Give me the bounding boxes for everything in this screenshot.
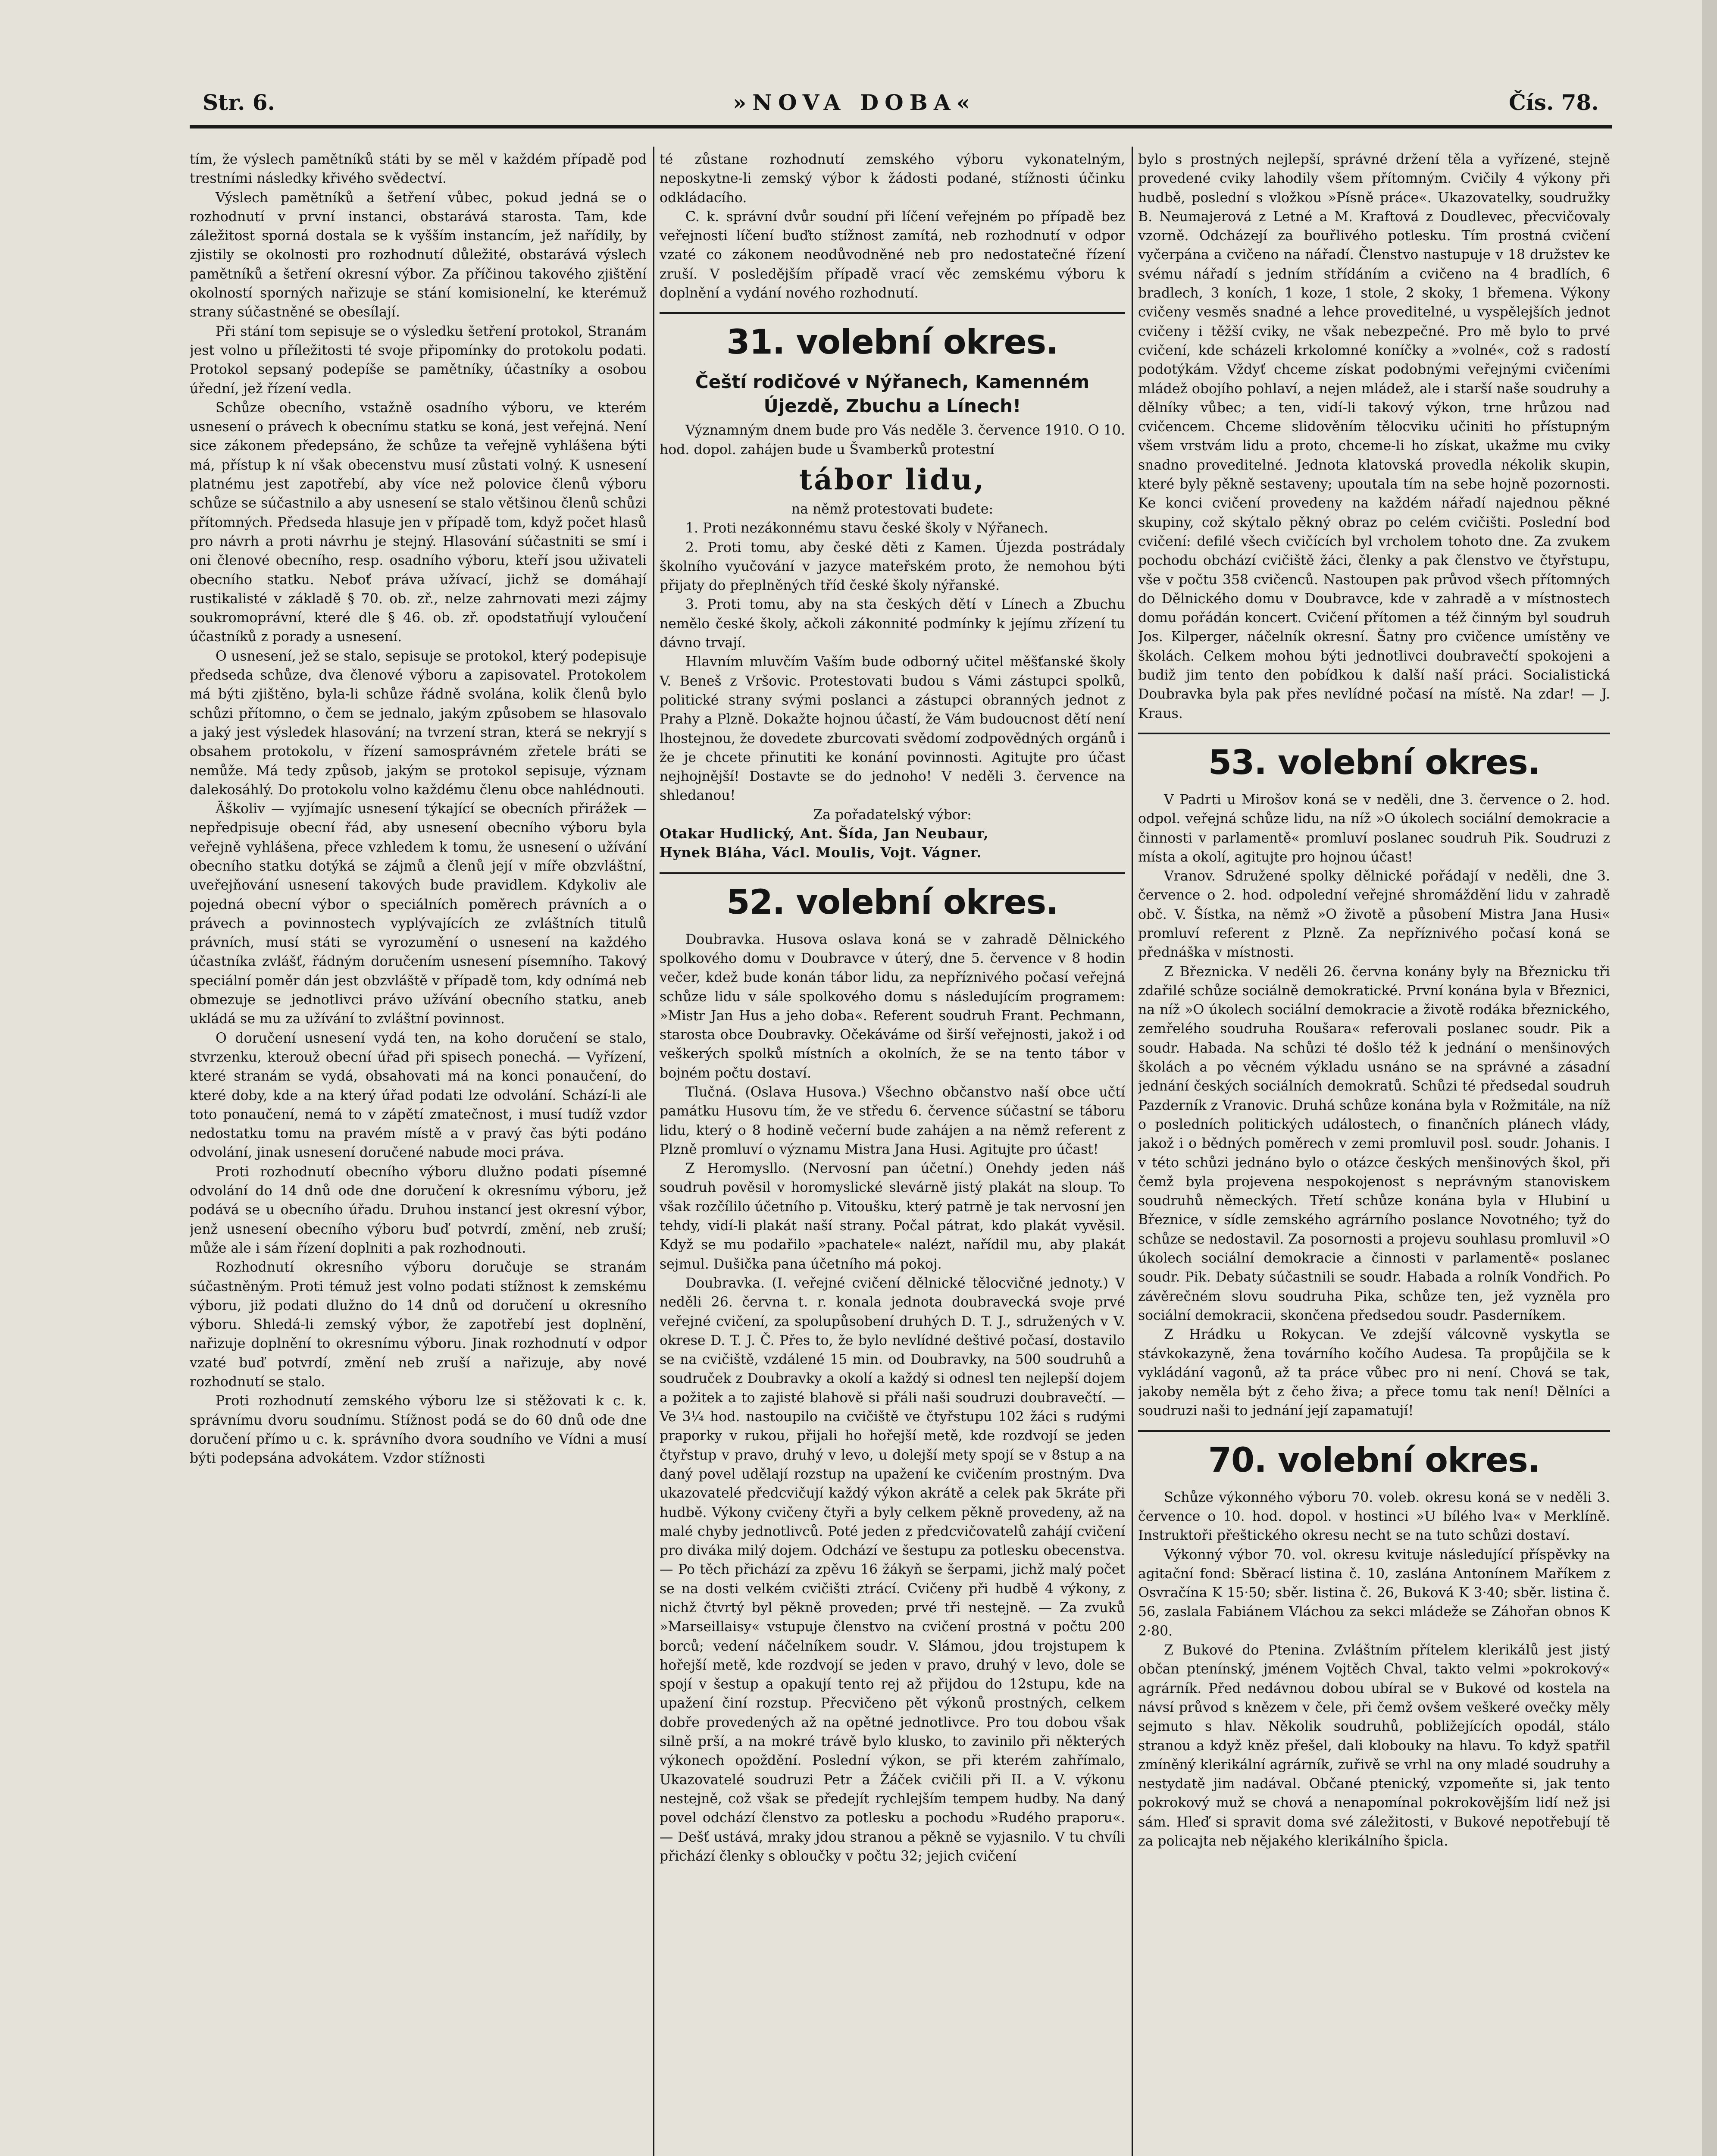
signature-line: Otakar Hudlický, Ant. Šída, Jan Neubaur, xyxy=(660,826,989,842)
section-rule xyxy=(1138,1430,1610,1432)
article-paragraph: Hlavním mluvčím Vaším bude odborný učitel měšťanské školy V. Beneš z Vršovic. Protestovati budou s Vámi zástupci spolků, politické strany svými poslanci a zástupci obranných jednot z Prahy a Plzně. Dokažte hojnou účastí, že Vám budoucnost dětí není lhostejnou, že dovedete zburcovati svědomí zodpovědných orgánů i že je chcete přinutiti ke konání povinnosti. Agitujte pro účast nejhojnější! Dostavte se do jednoho! V neděli 3. července na shledanou! xyxy=(660,654,1125,804)
article-paragraph: Za pořadatelský výbor: xyxy=(813,807,972,823)
column-divider xyxy=(1132,147,1133,2156)
article-paragraph: Proti rozhodnutí obecního výboru dlužno podati písemné odvolání do 14 dnů ode dne doručení k okresnímu výboru, jež podává se u obecního úřadu. Druhou instancí jest okresní výbor, jenž usnesení obecního výboru buď potvrdí, změní, neb zruší; může ale i sám řízení doplniti a pak rozhodnouti. xyxy=(190,1164,647,1256)
signature-line: Hynek Bláha, Václ. Moulis, Vojt. Vágner. xyxy=(660,845,982,861)
article-paragraph: na němž protestovati budete: xyxy=(791,501,994,517)
article-paragraph: Z Bukové do Ptenina. Zvláštním přítelem klerikálů jest jistý občan ptenínský, jménem Vojtěch Chval, takto velmi »pokrokový« agrárník. Před nedávnou dobou ubíral se v Bukové od kostela na návsí průvod s knězem v čele, při čemž ovšem veškeré ovečky měly sejmuto s hlav. Několik soudruhů, pobližejících opodál, stálo stranou a když kněz přešel, dali klobouky na hlavu. To když spatřil zmíněný klerikální agrárník, zuřivě se vrhl na ony mladé soudruhy a nestydatě jim nadával. Občané ptenický, vzpomeňte si, jak tento pokrokový muž se chová a nenapomínal pokrokovějším lidí než jsi sám. Hleď si spravit doma své záležitosti, v Bukové nepotřebují tě za policajta neb nějakého klerikálního špicla. xyxy=(1138,1642,1610,1849)
section-heading: 31. volební okres. xyxy=(726,323,1058,362)
article-paragraph: bylo s prostných nejlepší, správné držení těla a vyřízené, stejně provedené cviky lahodily všem přítomným. Cvičily 4 výkony při hudbě, poslední s vložkou »Písně práce«. Ukazovatelky, soudružky B. Neumajerová z Letné a M. Kraftová z Doudlevec, přecvičovaly vzorně. Odcházejí za bouřlivého potlesku. Tím prostná cvičení vyčerpána a cvičeno na nářadí. Členstvo nastupuje v 18 družstev ke svému nářadí s jedním střídáním a cvičeno na 4 bradlích, 6 bradlech, 3 koních, 1 koze, 1 stole, 2 skoky, 1 břemena. Výkony cvičeny vesměs snadné a lehce proveditelné, u vyspělejších jednot cvičeny i těžší cviky, ne však nebezpečné. Pro mě bylo to prvé cvičení, kde scházeli krkolomné koníčky a »volné«, což s radostí podotýkám. Vždyť chceme získat podobnými veřejnými cvičeními mládež obojího pohlaví, a nejen mládež, ale i starší naše soudruhy a dělníky vůbec; a ten, vidí-li takový výkon, trne hrůzou nad cvičencem. Chceme slidověním tělocviku učiniti ho přístupným všem vrstvám lidu a proto, chceme-li ho získat, ukažme mu cviky snadno proveditelné. Jednota klatovská provedla nékolik skupin, které byly pěkně sestaveny; upoutala tím na sebe hojně pozornosti. Ke konci cvičení provedeny na každém nářadí najednou pěkné skupiny, což skýtalo pěkný obraz po celém cvičišti. Poslední bod cvičení: defilé všech cvičících byl vrcholem tohoto dne. Za zvukem pochodu obchází cvičiště žáci, členky a pak členstvo ve čtyřstupu, vše v počtu 358 cvičenců. Nastoupen pak průvod všech přítomných do Dělnického domu v Doubravce, kde v zahradě a v místnostech domu pořádán koncert. Cvičení přítomen a též činným byl soudruh Jos. Kilperger, náčelník okresní. Šatny pro cvičence umístěny ve školách. Celkem mohou býti jednotlivci doubravečtí spokojeni a budiž jim tento den pobídkou k další naší práci. Socialistická Doubravka byla pak přes nevlídné počasí na místě. Na zdar! — J. Kraus. xyxy=(1138,152,1610,721)
list-item: 3. Proti tomu, aby na sta českých dětí v Línech a Zbuchu nemělo české školy, ačkoli zákonnité podmínky k jejímu zřízení tu dávno trvají. xyxy=(660,597,1125,651)
article-paragraph: Schůze obecního, vstažně osadního výboru, ve kterém usnesení o právech k obecnímu statku se koná, jest veřejná. Není sice zákonem předepsáno, že schůze ta veřejně vyhlášena býti má, přístup k ní však obecenstvu musí zůstati volný. K usnesení platnému jest zapotřebí, aby více než polovice členů výboru schůze se súčastnilo a aby usnesení se stalo většinou členů schůzi přítomných. Předseda hlasuje jen v případě tom, když počet hlasů pro návrh a proti návrhu je stejný. Hlasování súčastniti se smí i oni členové obecního, resp. osadního výboru, kteří jsou uživateli obecního statku. Neboť práva užívací, jichž se domáhají rustikalisté v základě § 70. ob. zř., nelze zahrnovati mezi zájmy soukromoprávní, které dle § 46. ob. zř. opodstatňují vyloučení účastníků z porady a usnesení. xyxy=(190,400,647,645)
column-divider xyxy=(653,147,654,2156)
column-2 xyxy=(660,150,1125,2156)
article-paragraph: Výkonný výbor 70. vol. okresu kvituje následující příspěvky na agitační fond: Sběrací listina č. 10, zaslána Antonínem Maříkem z Osvračína K 15·50; sběr. listina č. 26, Buková K 3·40; sběr. listina č. 56, zaslala Fabiánem Vláchou za sekci mládeže se Záhořan obnos K 2·80. xyxy=(1138,1547,1610,1639)
article-paragraph: té zůstane rozhodnutí zemského výboru vykonatelným, neposkytne-li zemský výbor k žádosti podané, stížnosti účinku odkládacího. xyxy=(660,152,1125,206)
list-item: 2. Proti tomu, aby české děti z Kamen. Újezda postrádaly školního vyučování v jazyce mateřském proto, že nemohou býti přijaty do přeplněných tříd české školy nýřanské. xyxy=(660,539,1125,594)
page-number: Str. 6. xyxy=(203,90,275,115)
article-paragraph: Vranov. Sdružené spolky dělnické pořádají v neděli, dne 3. července o 2. hod. odpolední veřejné shromáždění lidu v zahradě obč. V. Šístka, na němž »O životě a působení Mistra Jana Husi« promluví referent z Plzně. Za nepříznivého počasí koná se přednáška v místnosti. xyxy=(1138,868,1610,961)
page-edge-shadow xyxy=(1702,0,1717,2156)
list-item: 1. Proti nezákonnému stavu české školy v Nýřanech. xyxy=(685,520,1048,536)
article-paragraph: Proti rozhodnutí zemského výboru lze si stěžovati k c. k. správnímu dvoru soudnímu. Stížnost podá se do 60 dnů ode dne doručení přímo u c. k. správního dvora soudního ve Vídni a musí býti podepsána advokátem. Vzdor stížnosti xyxy=(190,1393,647,1467)
section-rule xyxy=(1138,733,1610,734)
article-paragraph: Doubravka. Husova oslava koná se v zahradě Dělnického spolkového domu v Doubravce v úterý, dne 5. července v 8 hodin večer, kdež bude konán tábor lidu, za nepříznivého počasí veřejná schůze lidu v sále spolkového domu s následujícím programem: »Mistr Jan Hus a jeho doba«. Referent soudruh Frant. Pechmann, starosta obce Doubravky. Očekáváme od širší veřejnosti, jakož i od veškerých spolků místních a okolních, že se na tento tábor v bojném počtu dostaví. xyxy=(660,931,1125,1081)
article-paragraph: tím, že výslech pamětníků státi by se měl v každém případě pod trestními následky křivého svědectví. xyxy=(190,152,647,187)
section-subheading: Čeští rodičové v Nýřanech, Kamenném Újezdě, Zbuchu a Línech! xyxy=(695,371,1090,417)
article-paragraph: O usnesení, jež se stalo, sepisuje se protokol, který podepisuje předseda schůze, dva členové výboru a zapisovatel. Protokolem má býti zjištěno, byla-li schůze řádně svolána, kolik členů bylo schůzi přítomno, o čem se jednalo, jakým způsobem se hlasovalo a jaký jest výsledek hlasování; na tvrzení stran, která se nekryjí s obsahem protokolu, v řízení samosprávném zřetele bráti se nemůže. Má tedy způsob, jakým se protokol sepisuje, význam dalekosáhlý. Do protokolu volno každému členu obce nahlédnouti. xyxy=(190,648,647,798)
section-rule xyxy=(660,872,1125,874)
article-paragraph: Při stání tom sepisuje se o výsledku šetření protokol, Stranám jest volno u příležitosti té svoje připomínky do protokolu podati. Protokol sepsaný podepíše se pamětníky, účastníky a osobou úřední, jež řízení vedla. xyxy=(190,323,647,397)
article-paragraph: V Padrti u Mirošov koná se v neděli, dne 3. července o 2. hod. odpol. veřejná schůze lidu, na níž »O úkolech sociální demokracie a činnosti v parlamentě« promluví poslanec soudruh Pik. Soudruzi z místa a okolí, agitujte pro hojnou účast! xyxy=(1138,792,1610,865)
article-paragraph: Významným dnem bude pro Vás neděle 3. července 1910. O 10. hod. dopol. zahájen bude u Švamberků protestní xyxy=(660,423,1125,458)
article-paragraph: O doručení usnesení vydá ten, na koho doručení se stalo, stvrzenku, kterouž obecní úřad při spisech ponechá. — Vyřízení, které stranám se vydá, obsahovati má na konci ponaučení, do které doby, kde a na který úřad podati lze odvolání. Schází-li ale toto ponaučení, nemá to v zápětí zmatečnost, i musí tudíž vzdor nedostatku tomu na pravém místě a v pravý čas býti podáno odvolání, jinak usnesení doručené nabude moci práva. xyxy=(190,1030,647,1161)
section-rule xyxy=(660,312,1125,314)
column-3 xyxy=(1138,150,1610,2156)
article-paragraph: Schůze výkonného výboru 70. voleb. okresu koná se v neděli 3. července o 10. hod. dopol. v hostinci »U bílého lva« v Merklíně. Instruktoři přeštického okresu necht se na tuto schůzi dostaví. xyxy=(1138,1489,1610,1544)
section-heading: 70. volební okres. xyxy=(1208,1441,1540,1480)
section-heading: 53. volební okres. xyxy=(1208,743,1540,782)
article-paragraph: Doubravka. (I. veřejné cvičení dělnické tělocvičné jednoty.) V neděli 26. června t. r. konala jednota doubravecká svoje prvé veřejné cvičení, za spolupůsobení druhých D. T. J., sdružených v V. okrese D. T. J. Č. Přes to, že bylo nevlídné deštivé počasí, dostavilo se na cvičiště, vzdálené 15 min. od Doubravky, na 500 soudruhů a soudruček z Doubravky a okolí a každý si odnesl ten nejlepší dojem a požitek a to zajisté blahově si přáli naši soudruzi doubravečtí. — Ve 3¼ hod. nastoupilo na cvičiště ve čtyřstupu 102 žáci s rudými praporky v rukou, přijali ho hořejší metě, kde rozdvojí se jeden čtyřstup v pravo, druhý v levo, u dolejší mety spojí se v 8stup a na daný povel udělají rozstup na upažení ke cvičením prostným. Dva ukazovatelé předcvičují každý výkon akrátě a celek pak 5kráte při hudbě. Výkony cvičeny čtyři a byly celkem pěkně provedeny, až na malé chyby jednotlivců. Poté jeden z předcvičovatelů zahájí cvičení pro diváka milý dojem. Odchází ve šestupu za potlesku obecenstva. — Po těch přichází za zpěvu 16 žákyň se šerpami, jichž malý počet se na dosti velkém cvičišti ztrácí. Cvičeny při hudbě 4 výkony, z nichž čtvrtý byl pěkně proveden; prvé tři nestejně. — Za zvuků »Marseillaisy« vstupuje členstvo na cvičení prostná v počtu 200 borců; vedení náčelníkem soudr. V. Slámou, jdou trojstupem k hořejší metě, kde rozdvojí se jeden v pravo, druhý v levo, dole se spojí v šestup a opakují tento rej až přijdou do 12stupu, kde na upažení činí rozstup. Přecvičeno pět výkonů prostných, celkem dobře provedených až na opětné jednotlivce. Pro tou dobou však silně prší, a na mokré trávě bylo klusko, to zavinilo při některých výkonech opoždění. Poslední výkon, se při kterém zahřímalo, Ukazovatelé soudruzi Petr a Žáček cvičili při II. a V. výkonu nestejně, což však se předejít rychlejším tempem hudby. Na daný povel odchází členstvo za potlesku a pochodu »Rudého praporu«. — Dešť ustává, mraky jdou stranou a pěkně se vyjasnilo. V tu chvíli přichází členky s obloučky v počtu 32; jejich cvičení xyxy=(660,1275,1125,1864)
article-paragraph: Z Hrádku u Rokycan. Ve zdejší válcovně vyskytla se stávkokazyně, žena továrního kočího Audesa. Ta propůjčila se k vykládání vagonů, až ta práce vůbec pro ni není. Chová se tak, jakoby neměla být z čeho živa; a přece tomu tak není! Dělníci a soudruzi naši to jednání její zapamatují! xyxy=(1138,1327,1610,1419)
issue-number: Čís. 78. xyxy=(1509,90,1599,115)
article-paragraph: Äškoliv — vyjímajíc usnesení týkající se obecních přirážek — nepředpisuje obecní řád, aby usnesení obecního výboru byla veřejně vyhlášena, přece vzhledem k tomu, že usnesení o užívání obecního statku dotýká se zájmů a členů její v míře obzvláštní, uveřejňování usnesení takových bude pravidlem. Kdykoliv ale pojedná obecní výbor o speciálních poměrech právních a o právech a povinnostech vyplývajících ze zvláštních titulů právních, musí státi se vyrozumění o usnesení na každého účastníka zvlášť, řádným doručením usnesení písemního. Takový speciální poměr dán jest obzvláště v případě tom, kdy odnímá neb obmezuje se jednotlivci právo užívání obecního statku, aneb ukládá se mu za užívání to zvláštní povinnost. xyxy=(190,801,647,1027)
rally-title: tábor lidu, xyxy=(799,462,986,496)
header-rule xyxy=(190,125,1612,128)
article-paragraph: Z Heromysllo. (Nervosní pan účetní.) Onehdy jeden náš soudruh pověsil v horomyslické slevárně jistý plakát na sloup. To však rozčílilo účetního p. Vitoušku, který patrně je tak nervosní jen tehdy, vidí-li plakát naší strany. Počal pátrat, kdo plakát vyvěsil. Když se mu podařilo »pachatele« nalézt, nařídil mu, aby plakát sejmul. Dušička pana účetního má pokoj. xyxy=(660,1161,1125,1272)
article-paragraph: Z Březnicka. V neděli 26. června konány byly na Březnicku tři zdařilé schůze sociálně demokratické. První konána byla v Březnici, na níž »O úkolech sociální demokracie a životě rodáka březnického, zemřelého soudruha Roušara« referovali poslanec soudr. Pik a soudr. Habada. Na schůzi té došlo též k jednání o menšinových školách a po věcném výkladu usnáno se na správné a zásadní jednání českých sociálních demokratů. Schůzi té předsedal soudruh Pazderník z Vranovic. Druhá schůze konána byla v Rožmitále, na níž o posledních politických událostech, o finančních plánech vlády, jakož i o bědných poměrech v zemi promluvil posl. soudr. Johanis. I v této schůzi jednáno bylo o otázce českých menšinových škol, při čemž byla projevena nespokojenost s neprávným stanoviskem soudruhů německých. Třetí schůze konána byla v Hlubiní u Březnice, v sídle zemského agrárního poslance Novotného; tyž do schůze se nedostavil. Za posornosti a projevu souhlasu promluvil »O úkolech sociální demokracie a činnosti v parlamentě« poslanec soudr. Pik. Debaty súčastnili se soudr. Habada a rolník Vondřich. Po závěrečném slovu soudruha Pika, schůze ten, jež vyzněla pro sociální demokracii, skončena předsedou soudr. Pasderníkem. xyxy=(1138,964,1610,1323)
section-heading: 52. volební okres. xyxy=(726,883,1058,922)
column-1 xyxy=(190,150,647,2156)
article-paragraph: Výslech pamětníků a šetření vůbec, pokud jedná se o rozhodnutí v první instanci, obstarává starosta. Tam, kde záležitost sporná dostala se k vyšším instancím, jež nařídily, by zjistily se okolnosti pro rozhodnutí důležité, obstarává výslech pamětníků a šetření okresní výbor. Za příčinou takového zjištění okolností sporných nařizuje se stání komisionelní, ke kterémuž strany súčastněné se obesílají. xyxy=(190,190,647,320)
masthead-title: »NOVA DOBA« xyxy=(733,90,976,115)
article-paragraph: Tlučná. (Oslava Husova.) Všechno občanstvo naší obce učtí památku Husovu tím, že ve středu 6. července súčastní se táboru lidu, který o 8 hodině večerní bude zahájen a na němž referent z Plzně promluví o významu Mistra Jana Husi. Agitujte pro účast! xyxy=(660,1084,1125,1157)
article-paragraph: C. k. správní dvůr soudní při líčení veřejném po případě bez veřejnosti líčení buďto stížnost zamítá, neb rozhodnutí v odpor vzaté co zákonem neodůvodněné neb pro nedostatečné řízení zruší. V posledějším případě vrací věc zemskému výboru k doplnění a vydání nového rozhodnutí. xyxy=(660,209,1125,301)
article-paragraph: Rozhodnutí okresního výboru doručuje se stranám súčastněným. Proti témuž jest volno podati stížnost k zemskému výboru, již podati dlužno do 14 dnů od doručení u okresního výboru. Shledá-li zemský výbor, že zapotřebí jest doplnění, nařizuje doplnění to okresnímu výboru. Jinak rozhodnutí v odpor vzaté buď potvrdí, změní neb zruší a nařizuje, aby nové rozhodnutí se stalo. xyxy=(190,1260,647,1390)
